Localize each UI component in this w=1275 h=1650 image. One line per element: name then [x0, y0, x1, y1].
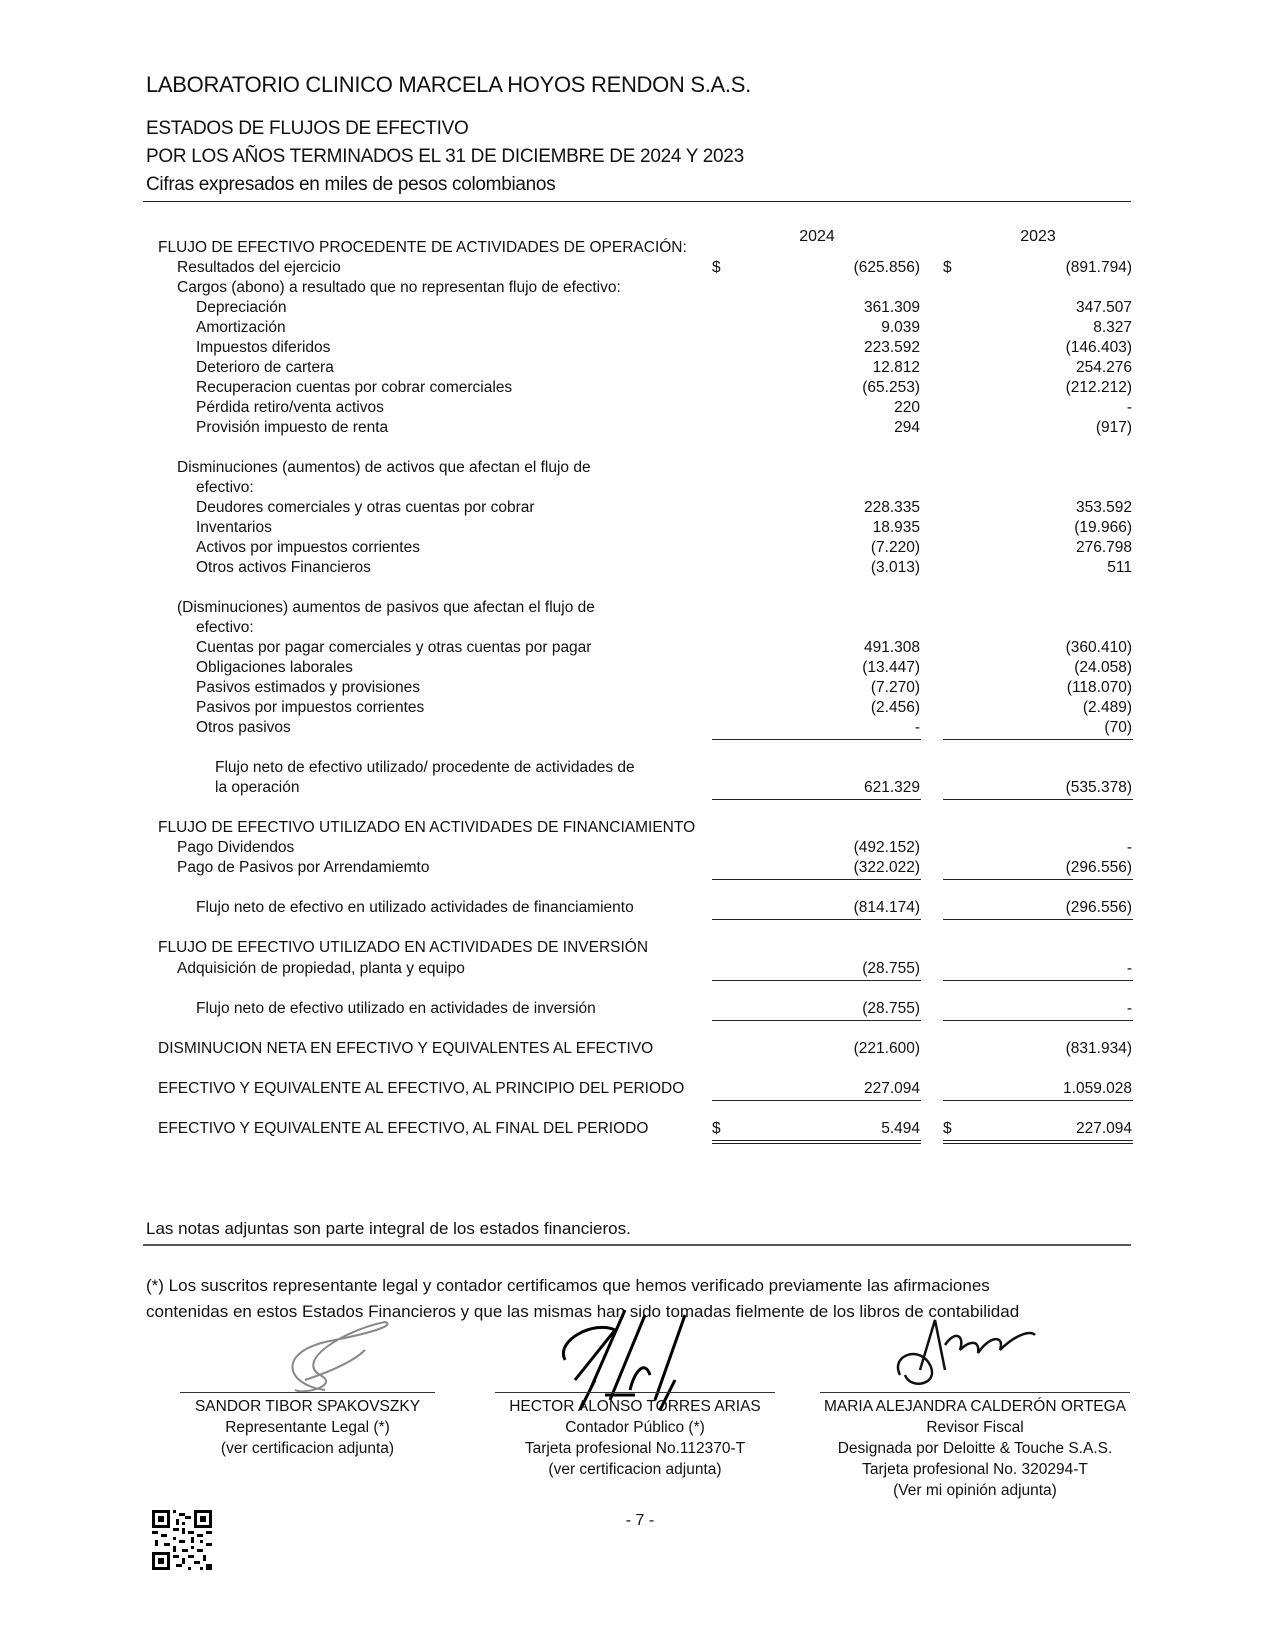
value-2024: 621.329: [863, 779, 920, 796]
row-label: Otros pasivos: [196, 719, 291, 736]
row-label: Provisión impuesto de renta: [196, 419, 389, 436]
certification-text: (*) Los suscritos representante legal y contador certificamos que hemos verificado previamente las afirmaciones: [146, 1276, 990, 1295]
signatory-name: SANDOR TIBOR SPAKOVSZKY: [194, 1398, 421, 1415]
value-2023: -: [1126, 1000, 1132, 1017]
subtotal-rule: [712, 739, 921, 740]
table-row: [0, 697, 1275, 718]
value-2024: 361.309: [863, 299, 920, 316]
value-2023: (19.966): [1074, 519, 1132, 536]
footer-divider: [143, 1244, 1131, 1246]
row-label: (Disminuciones) aumentos de pasivos que afectan el flujo de: [177, 599, 595, 616]
subtotal-rule: [943, 980, 1133, 981]
value-2023: -: [1126, 399, 1132, 416]
value-2024: (221.600): [853, 1040, 920, 1057]
row-label: Impuestos diferidos: [196, 339, 331, 356]
table-row: [0, 317, 1275, 338]
row-label: DISMINUCION NETA EN EFECTIVO Y EQUIVALENTES AL EFECTIVO: [158, 1040, 654, 1057]
row-label: Deterioro de cartera: [196, 359, 334, 376]
signatory-role: Revisor Fiscal: [926, 1419, 1024, 1436]
subtotal-rule: [712, 799, 921, 800]
total-double-rule: [943, 1143, 1133, 1144]
signature-line: [180, 1392, 435, 1393]
value-2024: -: [914, 719, 920, 736]
value-2023: (118.070): [1066, 679, 1132, 696]
value-2024: (814.174): [853, 899, 920, 916]
signatory-license: Tarjeta profesional No.112370-T: [524, 1440, 746, 1457]
signatory-note: (Ver mi opinión adjunta): [893, 1482, 1057, 1499]
subtotal-rule: [943, 1020, 1133, 1021]
row-label: Pasivos estimados y provisiones: [196, 679, 420, 696]
row-label: Flujo neto de efectivo en utilizado actividades de financiamiento: [196, 899, 634, 916]
signature-icon: [890, 1315, 1040, 1395]
row-label: efectivo:: [196, 619, 254, 636]
table-row: [0, 477, 1275, 498]
signatory-firm: Designada por Deloitte & Touche S.A.S.: [837, 1440, 1113, 1457]
value-2024: (13.447): [862, 659, 920, 676]
value-2023: 276.798: [1075, 539, 1132, 556]
table-row: [0, 717, 1275, 738]
subtotal-rule: [943, 1100, 1133, 1101]
value-2024: (322.022): [853, 859, 920, 876]
value-2024: 223.592: [863, 339, 920, 356]
table-row: [0, 1038, 1275, 1059]
certification-text: contenidas en estos Estados Financieros y que las mismas han sido tomadas fielmente de los libros de contabilidad: [146, 1302, 1020, 1321]
signatory-role: Representante Legal (*): [225, 1419, 390, 1436]
signature-line: [495, 1392, 775, 1393]
value-2023: (917): [1095, 419, 1132, 436]
subtotal-rule: [943, 919, 1133, 920]
value-2024: 491.308: [863, 639, 920, 656]
table-row: [0, 297, 1275, 318]
value-2024: (7.220): [870, 539, 920, 556]
table-row: [0, 237, 1275, 258]
signatory-license: Tarjeta profesional No. 320294-T: [862, 1461, 1088, 1478]
table-row: [0, 397, 1275, 418]
statement-title: ESTADOS DE FLUJOS DE EFECTIVO: [146, 118, 469, 139]
value-2024: 220: [894, 399, 920, 416]
row-label: Inventarios: [196, 519, 272, 536]
value-2023: (360.410): [1065, 639, 1132, 656]
row-label: Amortización: [196, 319, 286, 336]
row-label: Activos por impuestos corrientes: [196, 539, 420, 556]
company-name: LABORATORIO CLINICO MARCELA HOYOS RENDON S.A.S.: [146, 72, 751, 97]
subtotal-rule: [943, 799, 1133, 800]
table-row: [0, 937, 1275, 958]
table-row: [0, 897, 1275, 918]
column-header-2023: 2023: [1020, 228, 1056, 245]
table-row: [0, 777, 1275, 798]
notes-text: Las notas adjuntas son parte integral de los estados financieros.: [146, 1219, 631, 1238]
table-row: [0, 597, 1275, 618]
table-row: [0, 857, 1275, 878]
row-label: efectivo:: [196, 479, 254, 496]
value-2023: (296.556): [1065, 899, 1132, 916]
table-row: [0, 497, 1275, 518]
value-2023: (24.058): [1074, 659, 1132, 676]
table-row: [0, 557, 1275, 578]
signatory-accountant: [495, 1392, 775, 1480]
row-label: Pérdida retiro/venta activos: [196, 399, 384, 416]
statement-units: Cifras expresados en miles de pesos colombianos: [146, 174, 556, 195]
section-heading: FLUJO DE EFECTIVO PROCEDENTE DE ACTIVIDADES DE OPERACIÓN:: [158, 239, 687, 256]
value-2023: (296.556): [1065, 859, 1132, 876]
value-2023: 1.059.028: [1063, 1080, 1132, 1097]
table-row: [0, 377, 1275, 398]
subtotal-rule: [712, 1100, 921, 1101]
value-2023: (891.794): [1065, 259, 1132, 276]
value-2023: 353.592: [1075, 499, 1132, 516]
row-label: Pasivos por impuestos corrientes: [196, 699, 425, 716]
value-2023: (146.403): [1065, 339, 1132, 356]
signature-line: [820, 1392, 1130, 1393]
signatory-name: MARIA ALEJANDRA CALDERÓN ORTEGA: [823, 1398, 1127, 1415]
table-row: [0, 257, 1275, 278]
value-2024: (65.253): [862, 379, 920, 396]
table-row: [0, 337, 1275, 358]
subtotal-rule: [712, 1020, 921, 1021]
subtotal-rule: [712, 919, 921, 920]
row-label: Otros activos Financieros: [196, 559, 371, 576]
section-heading: FLUJO DE EFECTIVO UTILIZADO EN ACTIVIDADES DE INVERSIÓN: [158, 939, 649, 956]
currency-symbol: $: [943, 259, 952, 276]
value-2023: (2.489): [1082, 699, 1132, 716]
value-2024: (492.152): [853, 839, 920, 856]
value-2023: 511: [1107, 559, 1132, 576]
signatory-note: (ver certificacion adjunta): [220, 1440, 395, 1457]
table-row: [0, 757, 1275, 778]
table-row: [0, 617, 1275, 638]
total-double-rule: [943, 1140, 1133, 1141]
currency-symbol: $: [712, 1120, 721, 1137]
value-2024: 227.094: [863, 1080, 920, 1097]
table-row: [0, 357, 1275, 378]
signatory-note: (ver certificacion adjunta): [548, 1461, 722, 1478]
value-2024: 9.039: [881, 319, 920, 336]
row-label: Recuperacion cuentas por cobrar comerciales: [196, 379, 513, 396]
value-2023: 254.276: [1075, 359, 1132, 376]
row-label: Depreciación: [196, 299, 287, 316]
value-2023: (831.934): [1065, 1040, 1132, 1057]
signatory-legal-rep: [180, 1392, 435, 1459]
value-2024: (3.013): [870, 559, 920, 576]
value-2024: 294: [894, 419, 920, 436]
qr-code-icon: [152, 1510, 212, 1570]
page-number: - 7 -: [625, 1512, 655, 1529]
row-label: Obligaciones laborales: [196, 659, 353, 676]
section-heading: FLUJO DE EFECTIVO UTILIZADO EN ACTIVIDADES DE FINANCIAMIENTO: [158, 819, 696, 836]
value-2024: 12.812: [872, 359, 920, 376]
value-2024: (2.456): [870, 699, 920, 716]
row-label: Deudores comerciales y otras cuentas por cobrar: [196, 499, 535, 516]
signatory-name: HECTOR ALONSO TORRES ARIAS: [509, 1398, 761, 1415]
value-2023: 8.327: [1093, 319, 1132, 336]
value-2024: 18.935: [872, 519, 920, 536]
row-label: la operación: [215, 779, 300, 796]
row-label: Disminuciones (aumentos) de activos que afectan el flujo de: [177, 459, 591, 476]
row-label: Cuentas por pagar comerciales y otras cuentas por pagar: [196, 639, 592, 656]
table-row: [0, 1078, 1275, 1099]
row-label: Flujo neto de efectivo utilizado en actividades de inversión: [196, 1000, 596, 1017]
column-header-2024: 2024: [799, 228, 835, 245]
table-row: [0, 657, 1275, 678]
value-2024: (28.755): [862, 960, 920, 977]
total-double-rule: [712, 1140, 921, 1141]
currency-symbol: $: [943, 1120, 952, 1137]
table-row: [0, 837, 1275, 858]
signatory-role: Contador Público (*): [565, 1419, 705, 1436]
table-row: [0, 277, 1275, 298]
value-2024: (625.856): [853, 259, 920, 276]
row-label: EFECTIVO Y EQUIVALENTE AL EFECTIVO, AL FINAL DEL PERIODO: [158, 1120, 649, 1137]
value-2023: -: [1126, 960, 1132, 977]
value-2023: 347.507: [1075, 299, 1132, 316]
row-label: Resultados del ejercicio: [177, 259, 341, 276]
total-double-rule: [712, 1143, 921, 1144]
row-label: Pago de Pasivos por Arrendamiemto: [177, 859, 430, 876]
value-2024: 228.335: [863, 499, 920, 516]
subtotal-rule: [943, 739, 1133, 740]
table-row: [0, 637, 1275, 658]
statement-period: POR LOS AÑOS TERMINADOS EL 31 DE DICIEMBRE DE 2024 Y 2023: [146, 146, 744, 167]
currency-symbol: $: [712, 259, 721, 276]
table-row: [0, 817, 1275, 838]
value-2024: (7.270): [870, 679, 920, 696]
subtotal-rule: [712, 980, 921, 981]
table-row: [0, 517, 1275, 538]
table-row: [0, 958, 1275, 979]
table-row: [0, 457, 1275, 478]
signatory-auditor: [820, 1392, 1130, 1501]
value-2024: 5.494: [881, 1120, 920, 1137]
table-row: [0, 537, 1275, 558]
table-row: [0, 1118, 1275, 1139]
row-label: Flujo neto de efectivo utilizado/ procedente de actividades de: [215, 759, 635, 776]
value-2023: 227.094: [1075, 1120, 1132, 1137]
subtotal-rule: [712, 879, 921, 880]
subtotal-rule: [943, 879, 1133, 880]
row-label: EFECTIVO Y EQUIVALENTE AL EFECTIVO, AL PRINCIPIO DEL PERIODO: [158, 1080, 685, 1097]
value-2023: (535.378): [1065, 779, 1132, 796]
value-2023: -: [1126, 839, 1132, 856]
value-2023: (70): [1104, 719, 1132, 736]
row-label: Pago Dividendos: [177, 839, 295, 856]
table-row: [0, 998, 1275, 1019]
value-2023: (212.212): [1065, 379, 1132, 396]
table-row: [0, 677, 1275, 698]
value-2024: (28.755): [862, 1000, 920, 1017]
signature-icon: [265, 1320, 405, 1400]
row-label: Cargos (abono) a resultado que no representan flujo de efectivo:: [177, 279, 621, 296]
table-row: [0, 417, 1275, 438]
row-label: Adquisición de propiedad, planta y equipo: [177, 960, 465, 977]
